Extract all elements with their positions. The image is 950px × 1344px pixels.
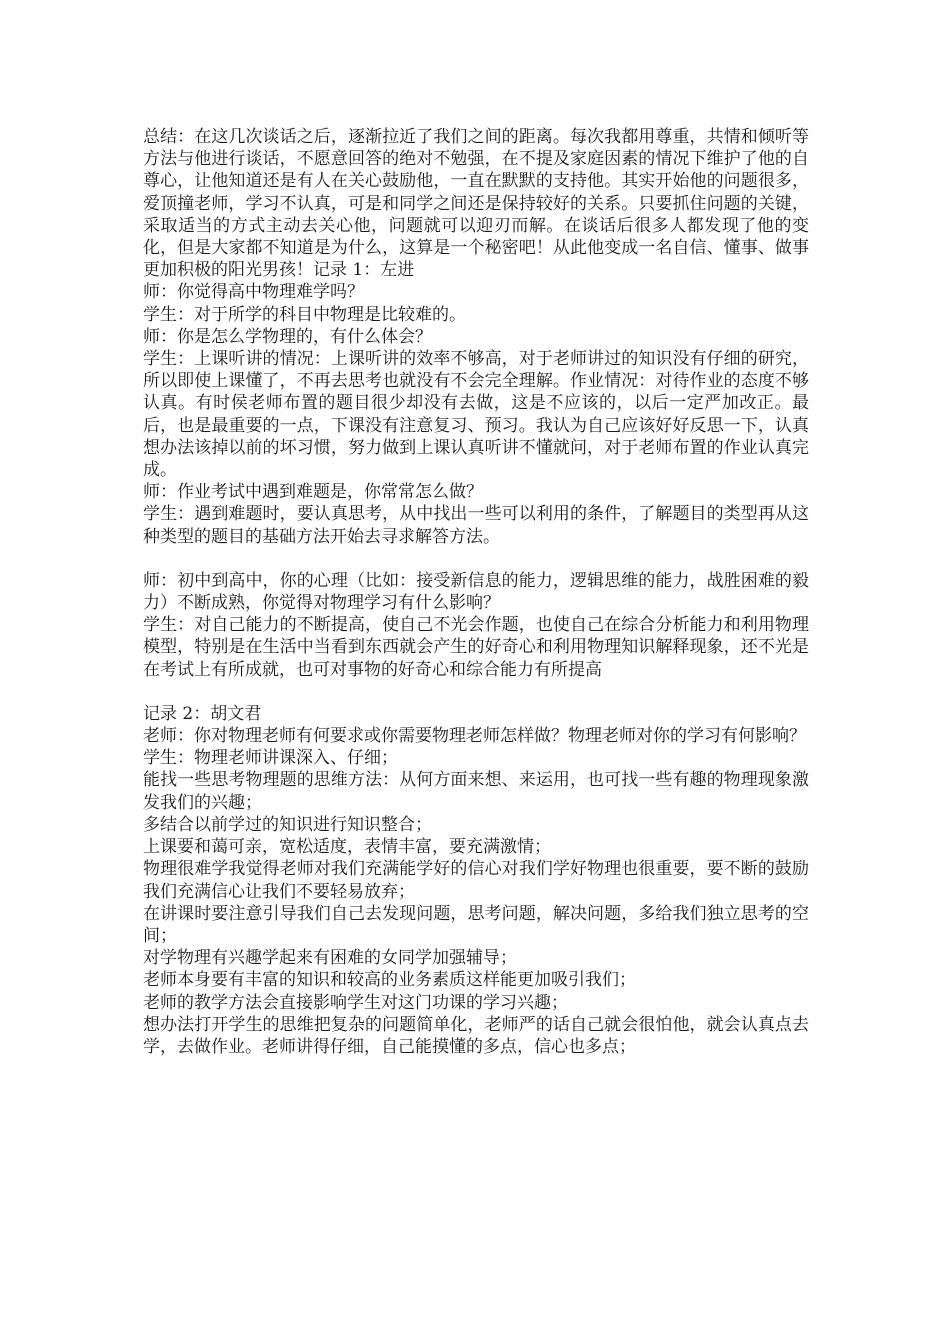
record1-teacher-question-4: 师：初中到高中，你的心理（比如：接受新信息的能力，逻辑思维的能力，战胜困难的毅力）不断成熟，你觉得对物理学习有什么影响？ (143, 570, 809, 614)
document-page (143, 126, 809, 1058)
record2-teacher-question: 老师：你对物理老师有何要求或你需要物理老师怎样做？物理老师对你的学习有何影响？ (143, 726, 806, 747)
record1-student-answer-4: 学生：对自己能力的不断提高，使自己不光会作题，也使自己在综合分析能力和利用物理模型，特别是在生活中当看到东西就会产生的好奇心和利用物理知识解释现象，还不光是在考试上有所成就，也可对事物的好奇心和综合能力有所提高 (143, 615, 809, 680)
record2-student-answer: 学生：物理老师讲课深入、仔细； (143, 748, 398, 769)
blank-line (143, 548, 809, 570)
record2-line: 能找一些思考物理题的思维方法：从何方面来想、来运用，也可找一些有趣的物理现象激发我们的兴趣； (143, 770, 809, 813)
record2-line: 在讲课时要注意引导我们自己去发现问题，思考问题，解决问题，多给我们独立思考的空间； (143, 903, 809, 946)
record1-teacher-question-2: 师：你是怎么学物理的，有什么体会？ (143, 326, 432, 347)
summary-paragraph: 总结：在这几次谈话之后，逐渐拉近了我们之间的距离。每次我都用尊重，共情和倾听等方法与他进行谈话，不愿意回答的绝对不勉强，在不提及家庭因素的情况下维护了他的自尊心，让他知道还是有人在关心鼓励他，一直在默默的支持他。其实开始他的问题很多，爱顶撞老师，学习不认真，可是和同学之间还是保持较好的关系。只要抓住问题的关键，采取适当的方式主动去关心他，问题就可以迎刃而解。在谈话后很多人都发现了他的变化，但是大家都不知道是为什么，这算是一个秘密吧！从此他变成一名自信、懂事、做事更加积极的阳光男孩！记录 1：左进 (143, 127, 809, 281)
record2-line: 对学物理有兴趣学起来有困难的女同学加强辅导； (143, 948, 517, 969)
record1-teacher-question-1: 师：你觉得高中物理难学吗？ (143, 282, 364, 303)
record1-teacher-question-3: 师：作业考试中遇到难题是，你常常怎么做？ (143, 482, 483, 503)
record2-line: 老师的教学方法会直接影响学生对这门功课的学习兴趣； (143, 992, 568, 1013)
record1-student-answer-1: 学生：对于所学的科目中物理是比较难的。 (143, 304, 466, 325)
blank-line (143, 681, 809, 703)
record1-student-answer-2: 学生：上课听讲的情况：上课听讲的效率不够高，对于老师讲过的知识没有仔细的研究，所以即使上课懂了，不再去思考也就没有不会完全理解。作业情况：对待作业的态度不够认真。有时侯老师布置的题目很少却没有去做，这是不应该的，以后一定严加改正。最后，也是最重要的一点，下课没有注意复习、预习。我认为自己应该好好反思一下，认真想办法该掉以前的坏习惯，努力做到上课认真听讲不懂就问，对于老师布置的作业认真完成。 (143, 349, 809, 481)
record2-line: 上课要和蔼可亲，宽松适度，表情丰富，要充满激情； (143, 837, 551, 858)
record1-student-answer-3: 学生：遇到难题时，要认真思考，从中找出一些可以利用的条件，了解题目的类型再从这种类型的题目的基础方法开始去寻求解答方法。 (143, 504, 809, 547)
record2-line: 想办法打开学生的思维把复杂的问题简单化，老师严的话自己就会很怕他，就会认真点去学，去做作业。老师讲得仔细，自己能摸懂的多点，信心也多点； (143, 1014, 809, 1057)
record2-title: 记录 2：胡文君 (143, 703, 262, 724)
record2-line: 多结合以前学过的知识进行知识整合； (143, 814, 432, 835)
record2-line: 物理很难学我觉得老师对我们充满能学好的信心对我们学好物理也很重要，要不断的鼓励我们充满信心让我们不要轻易放弃； (143, 859, 809, 902)
record2-line: 老师本身要有丰富的知识和较高的业务素质这样能更加吸引我们； (143, 970, 636, 991)
